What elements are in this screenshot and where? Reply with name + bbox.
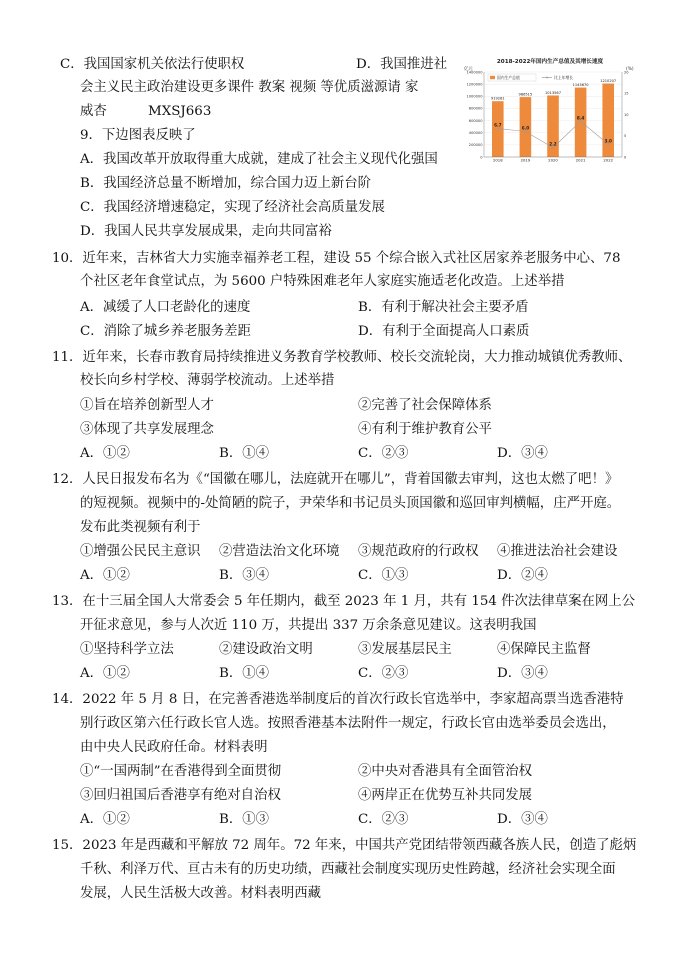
chart-growth-label: 6.7 xyxy=(494,122,502,128)
chart-growth-point xyxy=(552,147,554,149)
chart-left-tick-label: 0 xyxy=(480,155,483,160)
q12-option-b: B．③④ xyxy=(219,568,270,583)
q12-stem-line2: 的短视频。视频中的-处简陋的院子，尹荣华和书记员头顶国徽和巡回审判横幅，庄严开庭。 xyxy=(80,496,621,511)
chart-left-tick-label: 800000 xyxy=(468,106,483,111)
q11-statement-2: ②完善了社会保障体系 xyxy=(358,398,492,413)
chart-right-tick-label: 10 xyxy=(624,112,629,117)
chart-left-tick-label: 400000 xyxy=(468,131,483,136)
q14-statement-2: ②中央对香港具有全面管治权 xyxy=(358,764,533,779)
chart-right-tick-label: 20 xyxy=(624,70,629,75)
chart-right-tick-label: 0 xyxy=(624,155,627,160)
gdp-chart xyxy=(462,56,638,168)
q13-statement-2: ②建设政治文明 xyxy=(219,642,313,657)
legend-label-gdp: 国内生产总值 xyxy=(497,75,520,80)
q9-option-a: A．我国改革开放取得重大成就，建成了社会主义现代化强国 xyxy=(80,152,438,167)
chart-bar-value-label: 1210207 xyxy=(600,79,617,84)
q13-statement-4: ④保障民主监督 xyxy=(497,642,591,657)
q14-option-d: D．③④ xyxy=(497,812,548,827)
q11-statement-3: ③体现了共享发展理念 xyxy=(80,422,214,437)
q9-option-b: B．我国经济总量不断增加，综合国力迈上新台阶 xyxy=(80,176,372,191)
q11-stem-line2: 校长向乡村学校、薄弱学校流动。上述举措 xyxy=(80,373,335,388)
q14-stem-line1: 14．2022 年 5 月 8 日，在完善香港选举制度后的首次行政长官选举中，李家超高票当选香港特 xyxy=(52,692,624,707)
q14-statement-1: ①“一国两制”在香港得到全面贯彻 xyxy=(80,764,282,779)
q13-option-b: B．①④ xyxy=(219,666,270,681)
chart-growth-label: 6.0 xyxy=(521,125,530,131)
q12-statement-2: ②营造法治文化环境 xyxy=(219,544,340,559)
chart-left-tick-label: 600000 xyxy=(468,118,483,123)
chart-growth-point xyxy=(525,131,527,133)
chart-x-tick-label: 2018 xyxy=(492,157,503,163)
q15-stem-line2: 千秋、利泽万代、亘古未有的历史功绩，西藏社会制度实现历史性跨越，经济社会实现全面 xyxy=(80,862,616,877)
q9-stem: 9．下边图表反映了 xyxy=(80,128,196,143)
q12-statement-1: ①增强公民民主意识 xyxy=(80,544,201,559)
q14-option-c: C．②③ xyxy=(358,812,409,827)
q11-stem-line1: 11．近年来，长春市教育局持续推进义务教育学校教师、校长交流轮岗，大力推动城镇优秀教师、 xyxy=(52,350,632,365)
q12-stem-line3: 发布此类视频有利于 xyxy=(80,520,201,535)
q11-option-c: C．②③ xyxy=(358,446,409,461)
watermark-text-2: MXSJ663 xyxy=(148,104,212,119)
q13-statement-1: ①坚持科学立法 xyxy=(80,642,174,657)
q10-stem-line1: 10．近年来，吉林省大力实施幸福养老工程，建设 55 个综合嵌入式社区居家养老服务中心、78 xyxy=(52,251,621,266)
chart-left-tick-label: 1200000 xyxy=(466,82,483,87)
chart-left-tick-label: 200000 xyxy=(468,143,483,148)
q15-stem-line1: 15．2023 年是西藏和平解放 72 周年。72 年来，中国共产党团结带领西藏各族人民，创造了彪炳 xyxy=(52,838,637,853)
chart-bar-value-label: 986515 xyxy=(518,92,533,97)
chart-bar xyxy=(602,84,614,157)
q14-statement-3: ③回归祖国后香港享有绝对自治权 xyxy=(80,788,281,803)
q12-option-a: A．①② xyxy=(80,568,130,583)
q10-option-b: B．有利于解决社会主要矛盾 xyxy=(358,300,529,315)
q13-statement-3: ③发展基层民主 xyxy=(358,642,452,657)
q12-stem-line1: 12．人民日报发布名为《“国徽在哪儿，法庭就开在哪儿”，背着国徽去审判，这也太燃了吧！》 xyxy=(52,472,619,487)
q14-stem-line2: 别行政区第六任行政长官人选。按照香港基本法附件一规定，行政长官由选举委员会选出， xyxy=(80,716,616,731)
q14-statement-4: ④两岸正在优势互补共同发展 xyxy=(358,788,533,803)
q12-statement-4: ④推进法治社会建设 xyxy=(497,544,618,559)
q9-option-c: C．我国经济增速稳定，实现了经济社会高质量发展 xyxy=(80,200,385,215)
chart-right-tick-label: 5 xyxy=(624,134,627,139)
chart-x-tick-label: 2021 xyxy=(575,157,586,163)
chart-growth-label: 3.0 xyxy=(604,138,612,144)
chart-bar-value-label: 919281 xyxy=(490,96,505,101)
q10-stem-line2: 个社区老年食堂试点，为 5600 户特殊困难老年人家庭实施适老化改造。上述举措 xyxy=(80,274,565,289)
q14-stem-line3: 由中央人民政府任命。材料表明 xyxy=(80,740,268,755)
q13-stem-line2: 开征求意见，参与人次近 110 万，共提出 337 万余条意见建议。这表明我国 xyxy=(80,618,537,633)
q14-option-a: A．①② xyxy=(80,812,130,827)
q13-option-d: D．③④ xyxy=(497,666,548,681)
chart-x-tick-label: 2019 xyxy=(520,157,531,163)
chart-growth-label: 2.2 xyxy=(549,141,557,147)
chart-bar-value-label: 1013567 xyxy=(544,90,562,95)
q14-option-b: B．①③ xyxy=(219,812,270,827)
chart-right-tick-label: 15 xyxy=(624,91,629,96)
chart-title: 2018-2022年国内生产总值及其增长速度 xyxy=(496,59,604,65)
chart-left-unit: 亿元 xyxy=(464,67,473,72)
q10-option-c: C．消除了城乡养老服务差距 xyxy=(80,324,251,339)
q13-option-c: C．②③ xyxy=(358,666,409,681)
q11-option-d: D．③④ xyxy=(497,446,548,461)
watermark-text-1: 威杏 xyxy=(80,104,107,119)
q12-statement-3: ③规范政府的行政权 xyxy=(358,544,479,559)
chart-growth-point xyxy=(607,143,609,145)
chart-growth-label: 8.4 xyxy=(576,115,585,121)
q10-option-d: D．有利于全面提高人口素质 xyxy=(358,324,530,339)
chart-growth-point xyxy=(580,120,582,122)
chart-x-tick-label: 2022 xyxy=(603,157,614,163)
legend-label-growth: 比上年增长 xyxy=(554,75,573,80)
q12-option-c: C．①③ xyxy=(358,568,409,583)
legend-marker-growth xyxy=(546,77,548,79)
q13-stem-line1: 13．在十三届全国人大常委会 5 年任期内，截至 2023 年 1 月，共有 154 件次法律草案在网上公 xyxy=(52,594,636,609)
chart-left-tick-label: 1000000 xyxy=(466,94,483,99)
chart-growth-point xyxy=(497,128,499,130)
q11-statement-4: ④有利于维护教育公平 xyxy=(358,422,492,437)
chart-x-tick-label: 2020 xyxy=(548,157,558,163)
q11-option-a: A．①② xyxy=(80,446,130,461)
q15-stem-line3: 发展，人民生活极大改善。材料表明西藏 xyxy=(80,886,322,901)
q12-option-d: D．②④ xyxy=(497,568,548,583)
q13-option-a: A．①② xyxy=(80,666,130,681)
q8-option-d-cont: 会主义民主政治建设更多课件 教案 视频 等优质滋源请 家 xyxy=(80,80,419,95)
q8-option-d: D．我国推进社 xyxy=(356,57,448,72)
q8-option-c: C．我国国家机关依法行使职权 xyxy=(60,57,245,72)
chart-bar-value-label: 1143670 xyxy=(572,83,589,88)
legend-swatch-gdp xyxy=(490,76,495,79)
q11-option-b: B．①④ xyxy=(219,446,270,461)
q11-statement-1: ①旨在培养创新型人才 xyxy=(80,398,214,413)
q10-option-a: A．减缓了人口老龄化的速度 xyxy=(80,300,251,315)
chart-left-tick-label: 1400000 xyxy=(466,70,483,75)
chart-right-unit: (%) xyxy=(626,67,634,72)
chart-bar xyxy=(575,88,587,157)
q9-option-d: D．我国人民共享发展成果，走向共同富裕 xyxy=(80,224,332,239)
